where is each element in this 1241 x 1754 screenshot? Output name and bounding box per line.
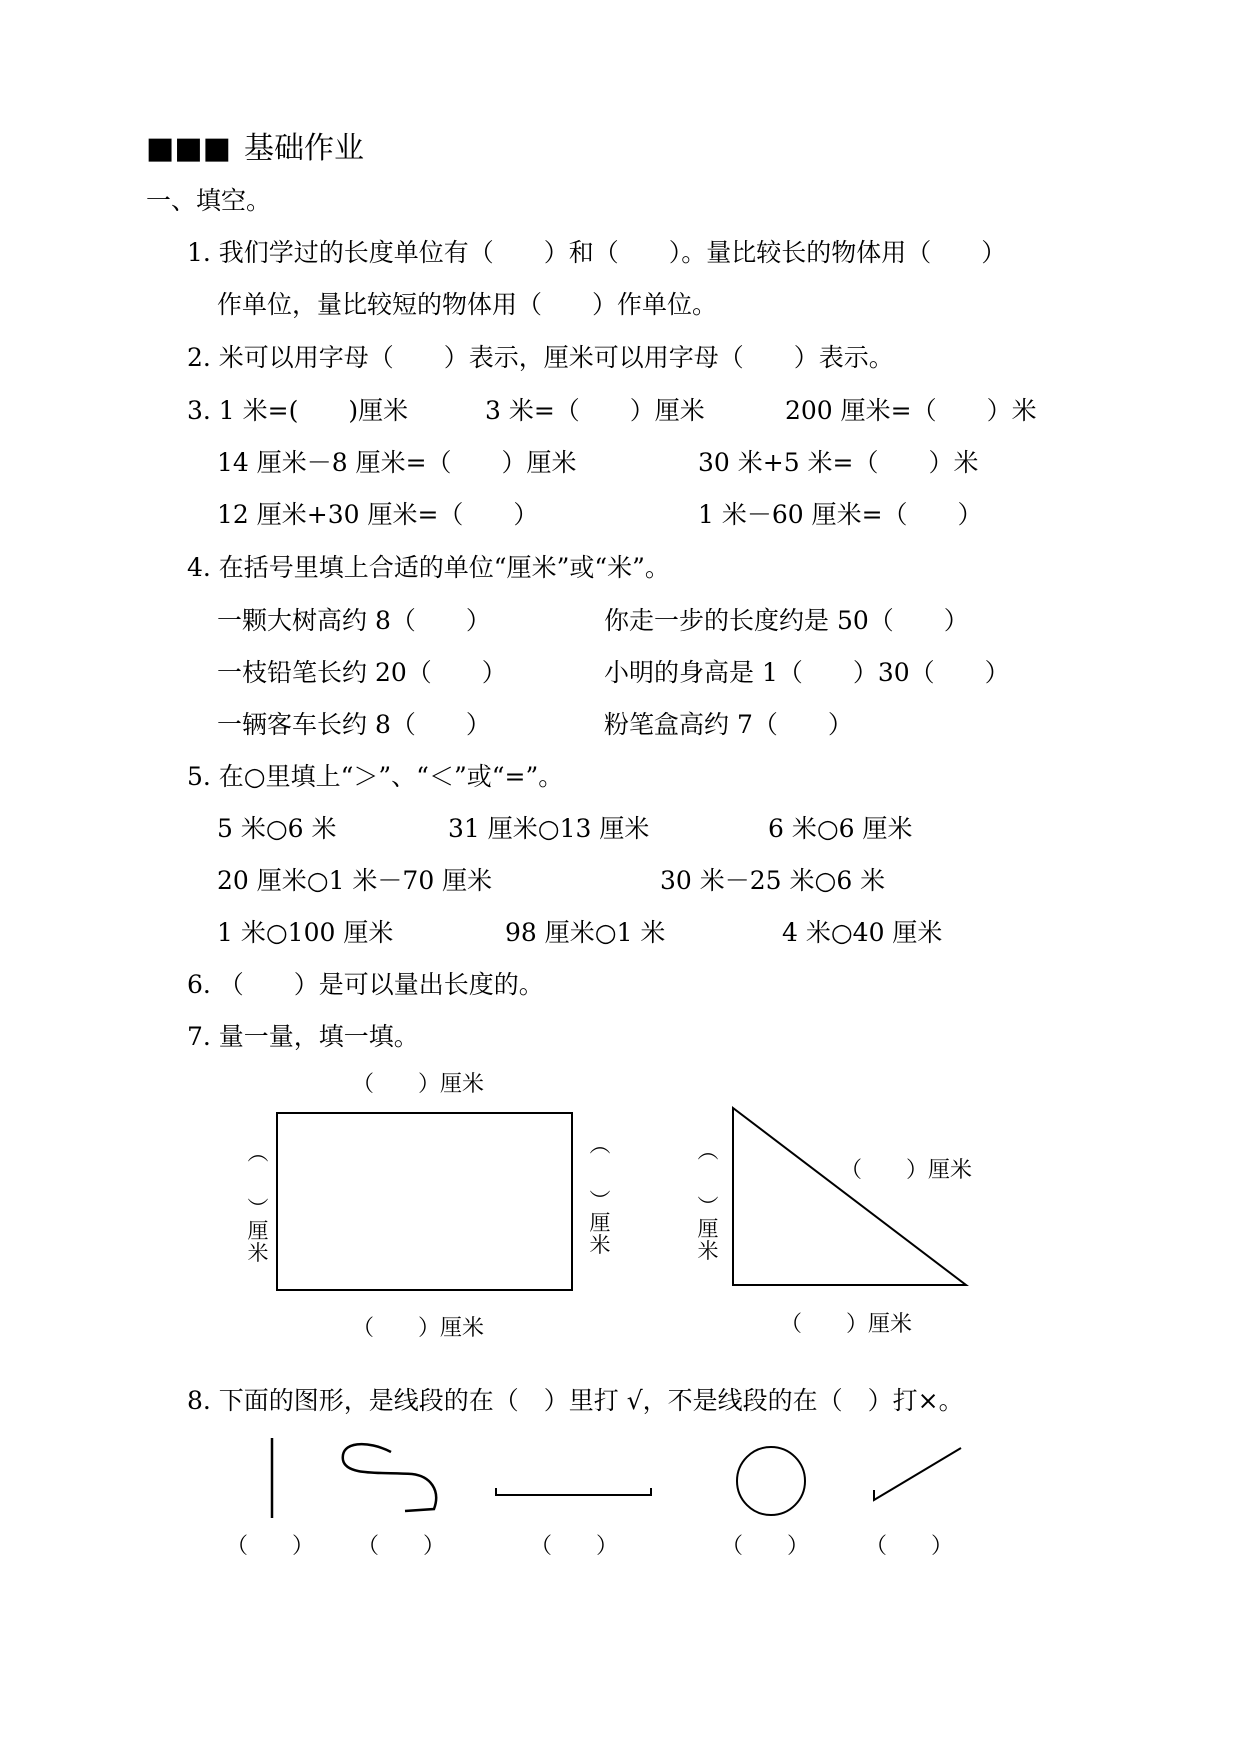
header-marks: ■■■ <box>146 131 232 166</box>
q3-item-d: 14 厘米－8 厘米=（ ）厘米 <box>217 448 577 477</box>
q4-item-d: 小明的身高是 1（ ）30（ ） <box>604 658 1010 687</box>
q1-line2: 作单位，量比较短的物体用（ ）作单位。 <box>217 290 718 319</box>
q4-item-e: 一辆客车长约 8（ ） <box>217 710 491 739</box>
q5-item-a: 5 米○6 米 <box>217 814 337 843</box>
rect-left-blank: ︵ ︶ 厘 米 <box>247 1141 269 1265</box>
triangle-left-blank: ︵ ︶ 厘 米 <box>697 1139 719 1263</box>
q4-title: 4. 在括号里填上合适的单位“厘米”或“米”。 <box>187 553 670 582</box>
page-title: 基础作业 <box>244 131 364 166</box>
rect-top-blank: （ ）厘米 <box>352 1072 485 1097</box>
q5-title: 5. 在○里填上“＞”、“＜”或“=”。 <box>187 762 564 791</box>
q5-item-h: 4 米○40 厘米 <box>782 918 943 947</box>
q5-item-e: 30 米－25 米○6 米 <box>660 866 886 895</box>
q8-blank-1: （ ） <box>226 1534 315 1559</box>
q7-title: 7. 量一量，填一填。 <box>187 1022 419 1051</box>
q3-item-g: 1 米－60 厘米=（ ） <box>698 500 983 529</box>
q4-item-a: 一颗大树高约 8（ ） <box>217 606 491 635</box>
q4-item-b: 你走一步的长度约是 50（ ） <box>604 606 969 635</box>
q6-text: 6. （ ）是可以量出长度的。 <box>187 970 544 999</box>
q8-blank-2: （ ） <box>357 1534 446 1559</box>
q5-item-g: 98 厘米○1 米 <box>505 918 666 947</box>
q5-item-f: 1 米○100 厘米 <box>217 918 394 947</box>
q8-blank-5: （ ） <box>865 1534 954 1559</box>
q3-item-e: 30 米+5 米=（ ）米 <box>698 448 979 477</box>
shape-slanted-segment <box>874 1448 961 1500</box>
rect-right-blank: ︵ ︶ 厘 米 <box>589 1133 611 1257</box>
right-triangle-figure <box>733 1108 966 1285</box>
q1-line1: 1. 我们学过的长度单位有（ ）和（ ）。量比较长的物体用（ ） <box>187 238 1007 267</box>
q5-item-c: 6 米○6 厘米 <box>768 814 913 843</box>
shape-circle <box>737 1447 805 1515</box>
q3-item-a: 3. 1 米=( )厘米 <box>187 396 409 425</box>
rectangle-figure <box>277 1113 572 1290</box>
shape-segment-with-end-ticks <box>496 1488 651 1495</box>
rect-bottom-blank: （ ）厘米 <box>352 1316 485 1341</box>
triangle-bottom-blank: （ ）厘米 <box>780 1312 913 1337</box>
section-title: 一、填空。 <box>146 186 272 215</box>
q8-blank-3: （ ） <box>530 1534 619 1559</box>
q5-item-b: 31 厘米○13 厘米 <box>448 814 650 843</box>
q3-item-b: 3 米=（ ）厘米 <box>485 396 705 425</box>
q3-item-f: 12 厘米+30 厘米=（ ） <box>217 500 539 529</box>
q4-item-c: 一枝铅笔长约 20（ ） <box>217 658 507 687</box>
q8-blank-4: （ ） <box>721 1534 810 1559</box>
triangle-hypotenuse-blank: （ ）厘米 <box>840 1158 973 1183</box>
q3-item-c: 200 厘米=（ ）米 <box>785 396 1037 425</box>
shape-curve <box>343 1444 436 1511</box>
q4-item-f: 粉笔盒高约 7（ ） <box>604 710 853 739</box>
q8-title: 8. 下面的图形，是线段的在（ ）里打 √，不是线段的在（ ）打×。 <box>187 1386 964 1415</box>
q2-text: 2. 米可以用字母（ ）表示，厘米可以用字母（ ）表示。 <box>187 343 894 372</box>
q5-item-d: 20 厘米○1 米－70 厘米 <box>217 866 493 895</box>
